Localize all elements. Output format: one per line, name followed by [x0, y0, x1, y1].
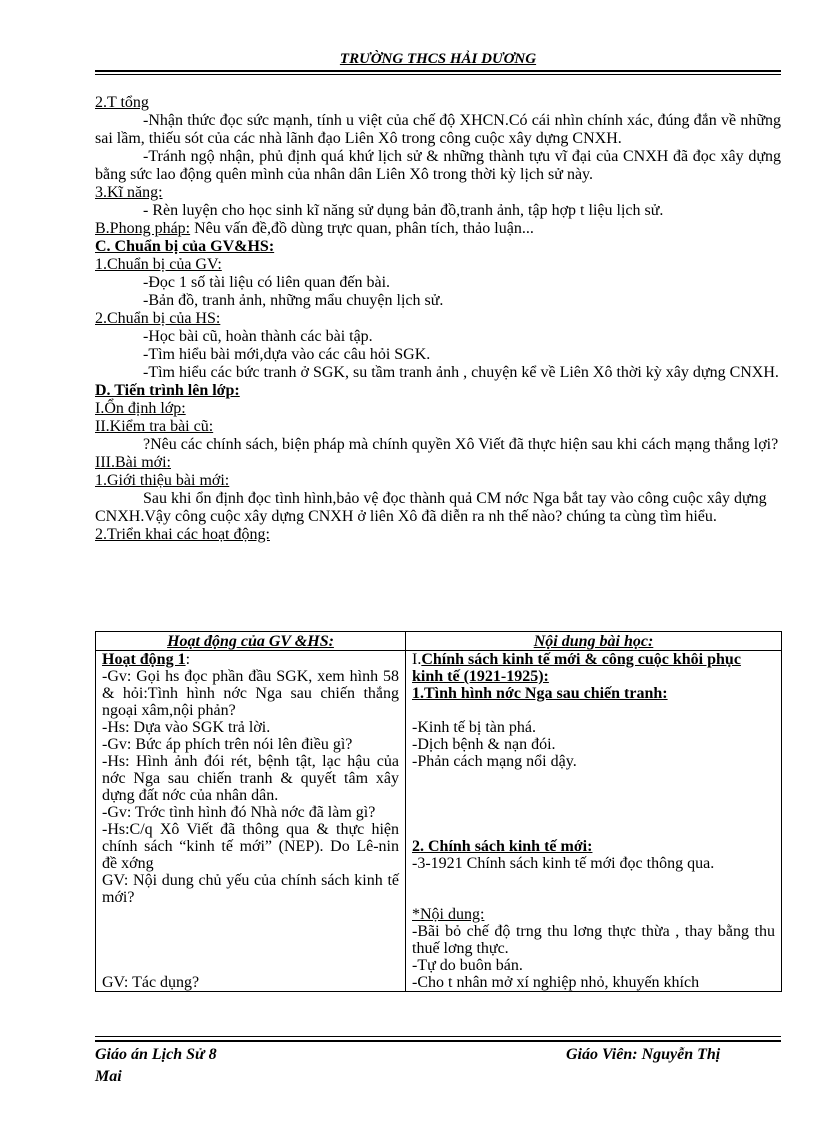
activity-line: -Hs: Dựa vào SGK trả lời. [102, 719, 271, 736]
footer-teacher: Giáo Viên: Nguyễn Thị [566, 1046, 721, 1063]
activity-line: -Hs: Hình ảnh đói rét, bệnh tật, lạc hậu của nớc Nga sau chiến tranh & quyết tâm xây dựng đất nớc của nhân dân. [102, 753, 399, 804]
spacer [412, 770, 775, 787]
content-cell [406, 651, 782, 992]
footer-name-tail: Mai [95, 1068, 122, 1085]
spacer [102, 906, 399, 923]
footer-rule-thin [95, 1036, 781, 1037]
spacer [102, 957, 399, 974]
table-header-activities: Hoạt động của GV &HS: [96, 632, 406, 651]
footer-subject: Giáo án Lịch Sử 8 [95, 1046, 217, 1063]
paragraph: -Tránh ngộ nhận, phủ định quá khứ lịch sử & những thành tựu vĩ đại của CNXH đã đọc xây dựng bằng sức lao động quên mình của nhân dân Liên Xô trong thời kỳ lịch sử này. [95, 148, 781, 183]
spacer [412, 872, 775, 889]
content-line: -3-1921 Chính sách kinh tế mới đọc thông qua. [412, 855, 715, 872]
content-subtitle: 1.Tình hình nớc Nga sau chiến tranh: [412, 685, 668, 702]
section-c-title: C. Chuẩn bị của GV&HS: [95, 238, 275, 255]
section-d1-title: I.Ổn định lớp: [95, 400, 186, 417]
lesson-table [95, 631, 782, 992]
content-subtitle: 2. Chính sách kinh tế mới: [412, 838, 593, 855]
content-line: -Phản cách mạng nổi dậy. [412, 753, 577, 770]
activity-heading-colon: : [185, 651, 191, 668]
content-line: -Kinh tế bị tàn phá. [412, 719, 536, 736]
paragraph: -Học bài cũ, hoàn thành các bài tập. [143, 328, 373, 345]
spacer [412, 889, 775, 906]
paragraph: ?Nêu các chính sách, biện pháp mà chính quyền Xô Viết đã thực hiện sau khi cách mạng thắng lợi? [143, 436, 779, 453]
activity-line: -Hs:C/q Xô Viết đã thông qua & thực hiện chính sách “kinh tế mới” (NEP). Do Lê-nin đề xớng [102, 821, 399, 872]
content-label: *Nội dung: [412, 906, 485, 923]
spacer [412, 787, 775, 804]
activity-heading: Hoạt động 1 [102, 651, 186, 668]
spacer [102, 940, 399, 957]
section-d3-title: III.Bài mới: [95, 454, 171, 471]
table-row [96, 651, 782, 992]
paragraph: -Đọc 1 số tài liệu có liên quan đến bài. [143, 274, 391, 291]
activity-line: GV: Tác dụng? [102, 974, 200, 991]
method-text: Nêu vấn đề,đồ dùng trực quan, phân tích, thảo luận... [190, 220, 534, 237]
section-d-title: D. Tiến trình lên lớp: [95, 382, 240, 399]
method-label: B.Phong pháp: [95, 220, 191, 237]
spacer [102, 923, 399, 940]
header-rule-thin [95, 74, 781, 75]
content-line: -Tự do buôn bán. [412, 957, 523, 974]
paragraph: -Bản đồ, tranh ảnh, những mẩu chuyện lịch sử. [143, 292, 444, 309]
section-d3-1-title: 1.Giới thiệu bài mới: [95, 472, 230, 489]
activity-line: GV: Nội dung chủ yếu của chính sách kinh tế mới? [102, 872, 399, 906]
section-3-title: 3.Kĩ năng: [95, 184, 163, 201]
section-2-title: 2.T tổng [95, 94, 149, 111]
content-title-numeral: I. [412, 651, 422, 668]
school-name: TRƯỜNG THCS HẢI DƯƠNG [339, 51, 537, 67]
section-c1-title: 1.Chuẩn bị của GV: [95, 256, 222, 273]
footer-rule [95, 1040, 781, 1042]
section-c2-title: 2.Chuẩn bị của HS: [95, 310, 221, 327]
content-title: Chính sách kinh tế mới & công cuộc khôi phục kinh tế (1921-1925): [412, 651, 741, 685]
method-line [95, 220, 781, 238]
page-header [95, 50, 781, 68]
spacer [412, 804, 775, 821]
content-title-line [412, 651, 775, 685]
content-line: -Cho t nhân mở xí nghiệp nhỏ, khuyến khích [412, 974, 700, 991]
activity-line: -Gv: Bức áp phích trên nói lên điều gì? [102, 736, 353, 753]
table-header-row [96, 632, 782, 651]
content-line: -Bãi bỏ chế độ trng thu lơng thực thừa , thay bằng thu thuế lơng thực. [412, 923, 775, 957]
activities-cell [96, 651, 406, 992]
section-d3-2-title: 2.Triển khai các hoạt động: [95, 526, 270, 543]
paragraph: -Nhận thức đọc sức mạnh, tính u việt của chế độ XHCN.Có cái nhìn chính xác, đúng đắn về những sai lầm, thiếu sót của các nhà lãnh đạo Liên Xô trong công cuộc xây dựng CNXH. [95, 112, 781, 147]
activity-line: -Gv: Gọi hs đọc phần đầu SGK, xem hình 58 & hỏi:Tình hình nớc Nga sau chiến thắng ngoại xâm,nội phản? [102, 668, 399, 719]
paragraph: -Tìm hiểu bài mới,dựa vào các câu hỏi SGK. [143, 346, 431, 363]
paragraph: -Tìm hiểu các bức tranh ở SGK, su tầm tranh ảnh , chuyện kể về Liên Xô thời kỳ xây dựng CNXH. [143, 364, 779, 381]
spacer [412, 821, 775, 838]
document-body [95, 94, 781, 544]
activity-heading-line [102, 651, 399, 668]
table-header-content: Nội dung bài học: [406, 632, 782, 651]
footer-left [95, 1044, 217, 1088]
spacer [412, 702, 775, 719]
section-d2-title: II.Kiểm tra bài cũ: [95, 418, 214, 435]
paragraph: Sau khi ổn định đọc tình hình,bảo vệ đọc thành quả CM nớc Nga bắt tay vào công cuộc xây dựng CNXH.Vậy công cuộc xây dựng CNXH ở liên Xô đã diễn ra nh thế nào? chúng ta cùng tìm hiểu. [95, 490, 767, 525]
paragraph: - Rèn luyện cho học sinh kĩ năng sử dụng bản đồ,tranh ảnh, tập hợp t liệu lịch sử. [143, 202, 664, 219]
content-line: -Dịch bệnh & nạn đói. [412, 736, 556, 753]
activity-line: -Gv: Trớc tình hình đó Nhà nớc đã làm gì? [102, 804, 376, 821]
header-rule [95, 70, 781, 72]
